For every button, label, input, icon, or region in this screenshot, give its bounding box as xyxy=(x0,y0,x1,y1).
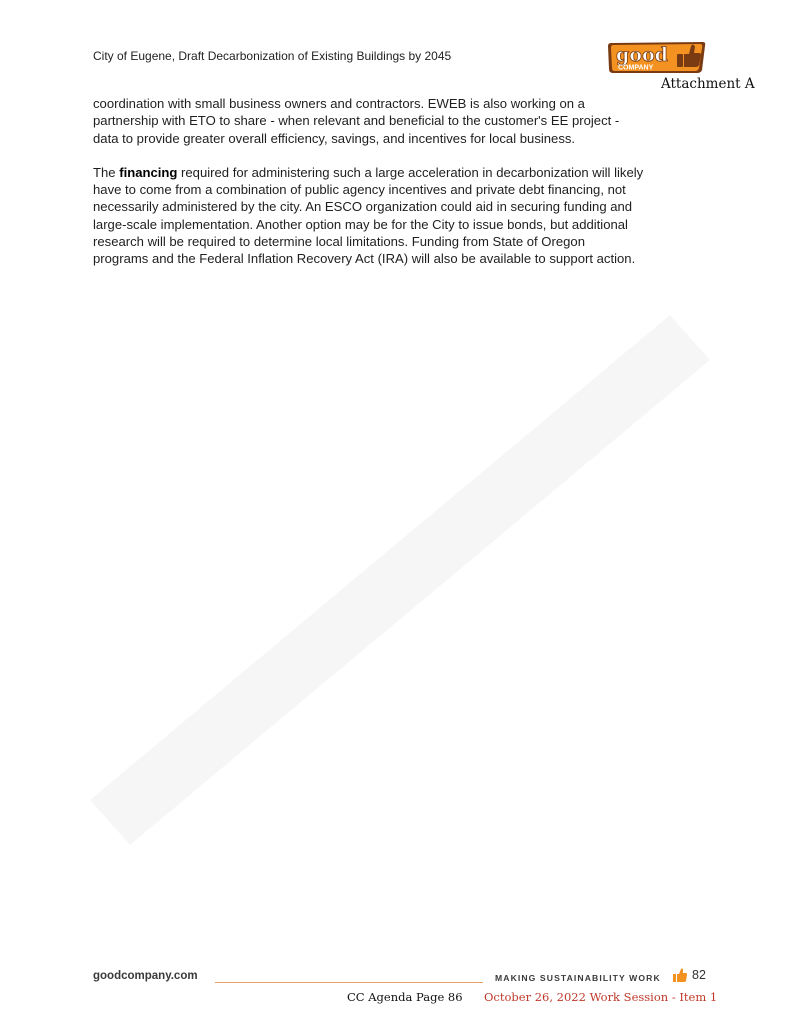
text-line: necessarily administered by the city. An ESCO organization could aid in securing funding and xyxy=(93,199,633,215)
agenda-date-label: October 26, 2022 Work Session - Item 1 xyxy=(484,990,718,1004)
text-line: large-scale implementation. Another option may be for the City to issue bonds, but additional xyxy=(93,216,628,232)
financing-prefix: The xyxy=(93,164,120,180)
text-line xyxy=(93,164,713,181)
thumbs-up-icon xyxy=(673,968,687,982)
paragraph-eweb-partnership xyxy=(93,95,713,147)
document-body xyxy=(93,95,713,268)
text-line: have to come from a combination of public agency incentives and private debt financing, not xyxy=(93,182,626,198)
footer-website: goodcompany.com xyxy=(93,970,198,982)
draft-watermark xyxy=(70,300,730,860)
financing-suffix: required for administering such a large acceleration in decarbonization will likely xyxy=(177,164,644,180)
footer-tagline: MAKING SUSTAINABILITY WORK xyxy=(495,973,661,983)
logo-subtitle: COMPANY xyxy=(618,64,654,72)
text-line: programs and the Federal Inflation Recovery Act (IRA) will also be available to support action. xyxy=(93,251,636,267)
agenda-page-label: CC Agenda Page 86 xyxy=(347,990,463,1004)
attachment-label: Attachment A xyxy=(661,76,755,92)
page-number: 82 xyxy=(692,968,706,982)
logo-wordmark: good xyxy=(616,44,668,66)
financing-keyword: financing xyxy=(119,164,178,180)
text-line: research will be required to determine local limitations. Funding from State of Oregon xyxy=(93,234,585,250)
text-line: partnership with ETO to share - when relevant and beneficial to the customer's EE project - xyxy=(93,113,620,129)
document-header-title: City of Eugene, Draft Decarbonization of Existing Buildings by 2045 xyxy=(93,49,452,63)
footer-divider xyxy=(215,982,483,983)
text-line: coordination with small business owners and contractors. EWEB is also working on a xyxy=(93,96,585,111)
paragraph-financing xyxy=(93,164,713,268)
text-line: data to provide greater overall efficiency, savings, and incentives for local business. xyxy=(93,130,576,146)
good-company-logo xyxy=(607,40,707,74)
